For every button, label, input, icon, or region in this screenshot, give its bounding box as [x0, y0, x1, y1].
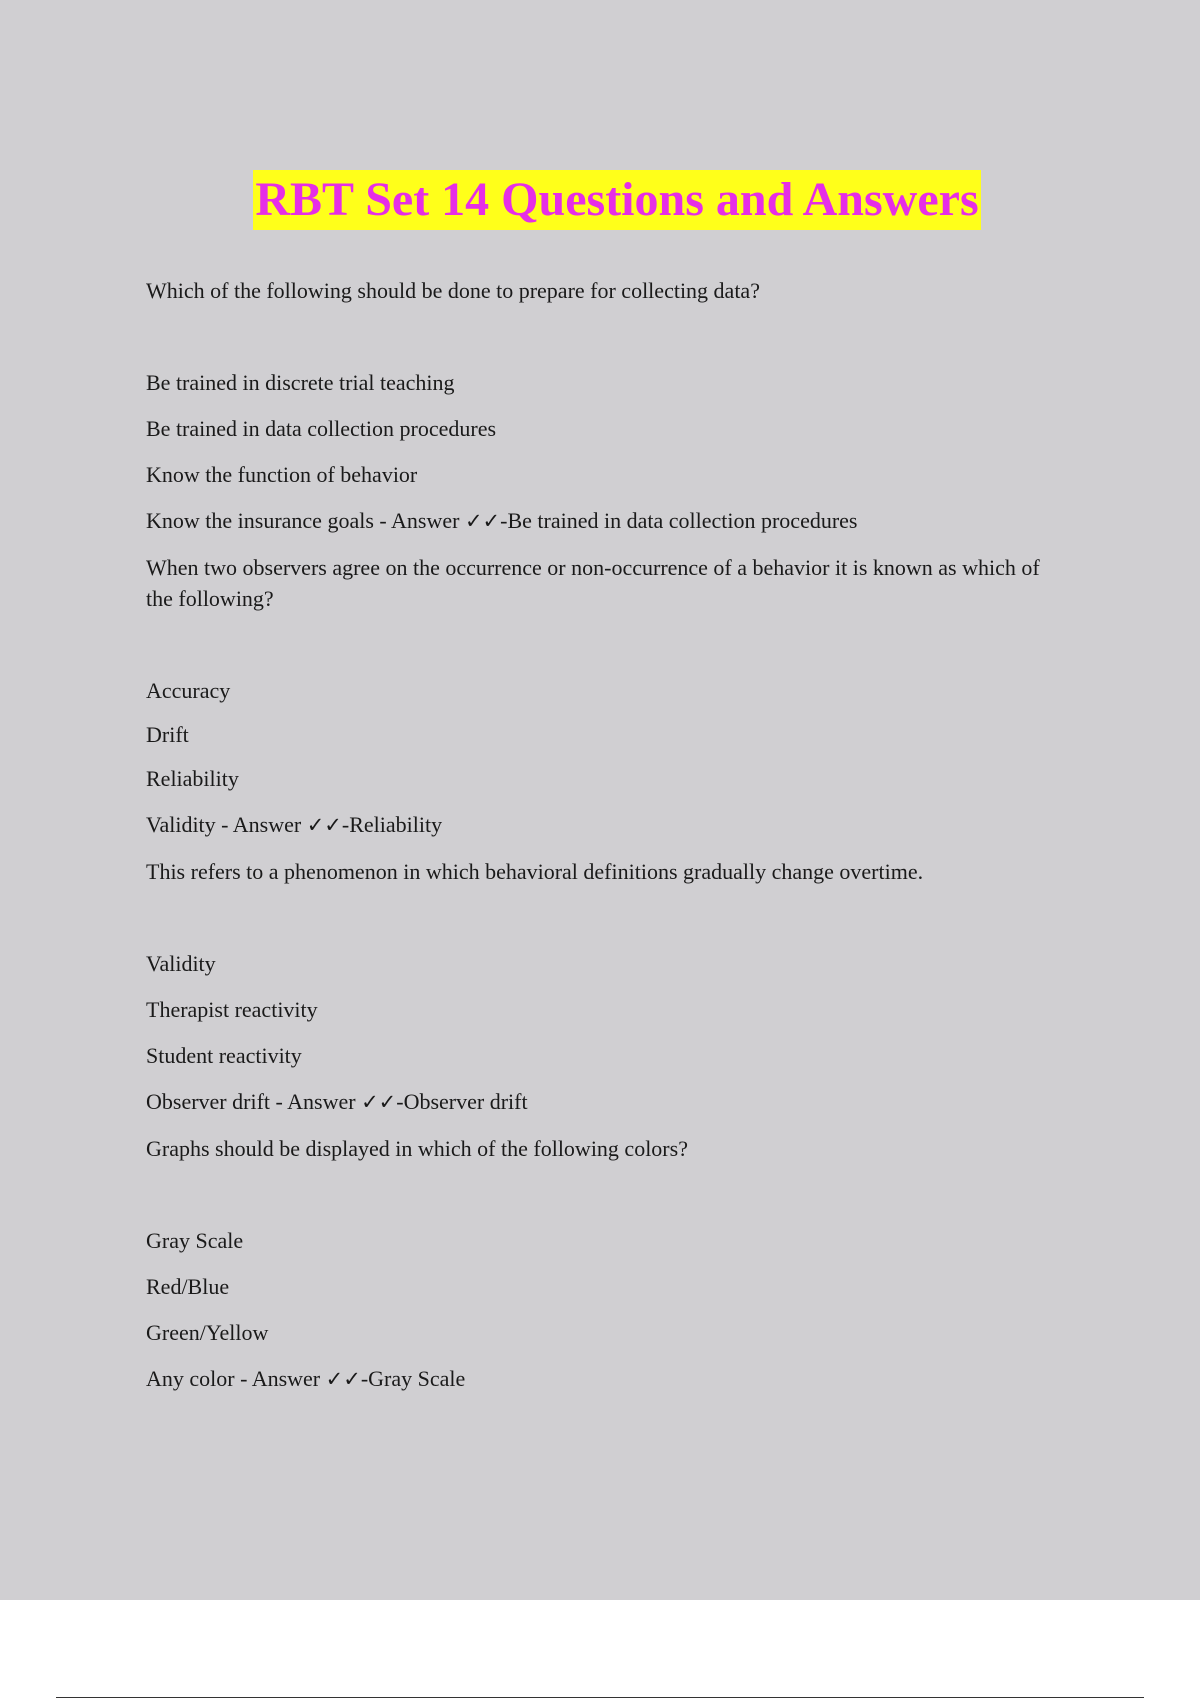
answer-option: Green/Yellow	[146, 1320, 269, 1345]
correct-answer: -Reliability	[341, 812, 443, 837]
answer-option: Observer drift - Answer	[146, 1089, 362, 1114]
answer-line	[146, 505, 1046, 552]
question-block	[146, 856, 1046, 1133]
answer-option: Therapist reactivity	[146, 997, 318, 1022]
correct-answer: -Be trained in data collection procedures	[500, 508, 858, 533]
double-check-icon: ✓✓	[361, 1090, 397, 1114]
question-text: When two observers agree on the occurrence or non-occurrence of a behavior it is known as which of the following?	[146, 555, 1040, 611]
answer-option: Know the insurance goals - Answer	[146, 508, 465, 533]
answer-option: Validity	[146, 951, 216, 976]
answer-option: Be trained in data collection procedures	[146, 416, 497, 441]
bottom-divider	[56, 1697, 1144, 1698]
correct-answer: -Observer drift	[396, 1089, 528, 1114]
question-block	[146, 275, 1046, 552]
answer-option: Student reactivity	[146, 1043, 302, 1068]
answer-option: Be trained in discrete trial teaching	[146, 370, 455, 395]
answer-option: Drift	[146, 722, 189, 747]
answer-line	[146, 1086, 1046, 1133]
answer-line	[146, 809, 1046, 856]
answer-option: Reliability	[146, 766, 239, 791]
answer-option: Accuracy	[146, 678, 231, 703]
double-check-icon: ✓✓	[306, 813, 342, 837]
question-block	[146, 1133, 1046, 1410]
question-block	[146, 552, 1046, 856]
question-text: Graphs should be displayed in which of the following colors?	[146, 1136, 688, 1161]
answer-option: Gray Scale	[146, 1228, 244, 1253]
answer-option: Red/Blue	[146, 1274, 230, 1299]
document-body	[146, 275, 1046, 1410]
answer-option: Any color - Answer	[146, 1366, 326, 1391]
answer-option: Know the function of behavior	[146, 462, 418, 487]
question-text: This refers to a phenomenon in which behavioral definitions gradually change overtime.	[146, 859, 924, 884]
double-check-icon: ✓✓	[325, 1367, 361, 1391]
correct-answer: -Gray Scale	[360, 1366, 466, 1391]
title-container	[0, 170, 1200, 230]
question-text: Which of the following should be done to prepare for collecting data?	[146, 278, 760, 303]
answer-line	[146, 1363, 1046, 1410]
double-check-icon: ✓✓	[464, 509, 501, 533]
document-title: RBT Set 14 Questions and Answers	[253, 170, 980, 230]
answer-option: Validity - Answer	[146, 812, 307, 837]
